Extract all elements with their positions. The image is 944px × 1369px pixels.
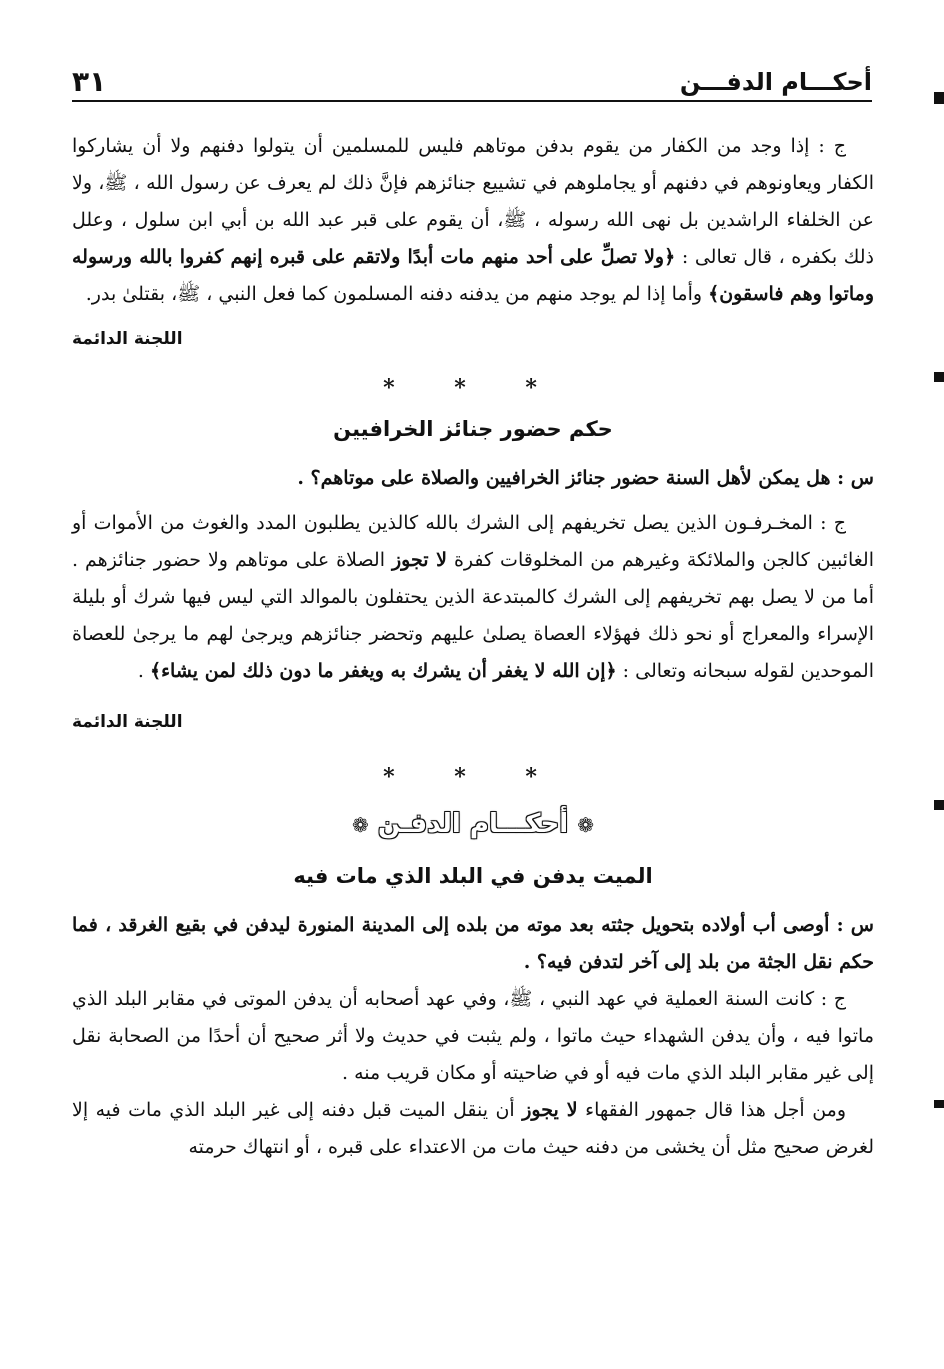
paragraph-text: ومن أجل هذا قال جمهور الفقهاء bbox=[585, 1099, 847, 1121]
answer-text-end: وأما إذا لم يوجد منهم من يدفنه دفنه المسلمون كما فعل النبي ، ﷺ، بقتلىٰ بدر. bbox=[85, 283, 709, 305]
answer-paragraph bbox=[72, 128, 874, 313]
page-body bbox=[72, 128, 874, 1166]
answer-text: ج : إذا وجد من الكفار من يقوم بدفن موتاهم فليس للمسلمين أن يتولوا دفنهم ولا أن يشاركوا الكفار ويعاونوهم في دفنهم أو يجاملوهم في تشييع جنائزهم فإنَّ ذلك لم يعرف عن رسول الله ، ﷺ، ولا عن الخلفاء الراشدين بل نهى الله رسوله ، ﷺ، أن يقوم على قبر عبد الله بن أبي ابن سلول ، وعلل ذلك بكفره ، قال تعالى : bbox=[72, 135, 875, 268]
chapter-title bbox=[72, 806, 874, 844]
chapter-title-text: أحكـــام الدفـن bbox=[377, 809, 569, 839]
section-heading: حكم حضور جنائز الخرافيين bbox=[333, 417, 613, 441]
ornament-icon: ❁ bbox=[577, 813, 594, 837]
question-paragraph: س : أوصى أب أولاده بتحويل جثته بعد موته من بلده إلى المدينة المنورة ليدفن في بقيع الغرقد ، فما حكم نقل الجثة من بلد إلى آخر لتدفن فيه؟ . bbox=[72, 914, 874, 973]
page-number: ٣١ bbox=[72, 65, 107, 98]
section-heading: الميت يدفن في البلد الذي مات فيه bbox=[293, 864, 653, 888]
quran-verse: ﴿ولا تصلِّ على أحد منهم مات أبدًا ولاتقم على قبره إنهم كفروا بالله ورسوله وماتوا وهم فاسقون﴾ bbox=[72, 246, 874, 305]
scan-edge-mark bbox=[934, 1100, 944, 1108]
answer-text-mid: الصلاة على موتاهم ولا حضور جنائزهم . أما من لا يصل بهم تخريفهم إلى الشرك كالمبتدعة الذين يحتفلون بالموالد التي ليس فيها شرك أو بليلة الإسراء والمعراج أو نحو ذلك فهؤلاء العصاة يصلىٰ عليهم وتحضر جنائزهم ويرجىٰ لهم ما يرجىٰ للعصاة الموحدين لقوله سبحانه وتعالى : bbox=[72, 549, 874, 682]
answer-text: ج : المخـرفـون الذين يصل تخريفهم إلى الشرك بالله كالذين يطلبون المدد والغوث من الأموات أو الغائبين كالجن والملائكة وغيرهم من المخلوقات كفرة bbox=[72, 512, 874, 571]
section-divider: * * * bbox=[383, 375, 563, 401]
answer-text-end: . bbox=[137, 660, 150, 682]
ornament-icon: ❁ bbox=[352, 813, 369, 837]
answer-paragraph: ج : كانت السنة العملية في عهد النبي ، ﷺ، وفي عهد أصحابه أن يدفن الموتى في مقابر البلد الذي ماتوا فيه ، وأن يدفن الشهداء حيث ماتوا ، ولم يثبت في حديث ولا أثر صحيح أن أحدًا من الصحابة نقل إلى غير مقابر البلد الذي مات فيه أو في ضاحيته أو مكان قريب منه . bbox=[72, 988, 874, 1084]
scan-edge-mark bbox=[934, 372, 944, 382]
page-header bbox=[72, 62, 872, 102]
answer-paragraph bbox=[72, 505, 874, 690]
question-paragraph: س : هل يمكن لأهل السنة حضور جنائز الخرافيين والصلاة على موتاهم؟ . bbox=[297, 467, 874, 489]
emphasis-text: لا تجوز bbox=[392, 549, 447, 571]
scan-edge-mark bbox=[934, 800, 944, 810]
section-divider: * * * bbox=[383, 764, 563, 790]
signature: اللجنة الدائمة bbox=[72, 329, 183, 349]
quran-verse: ﴿إن الله لا يغفر أن يشرك به ويغفر ما دون ذلك لمن يشاء﴾ bbox=[149, 660, 617, 682]
emphasis-text: لا يجوز bbox=[522, 1099, 578, 1121]
body-paragraph bbox=[72, 1092, 874, 1166]
running-title: أحكـــام الدفـــن bbox=[679, 68, 872, 96]
scan-edge-mark bbox=[934, 92, 944, 104]
signature: اللجنة الدائمة bbox=[72, 712, 183, 732]
paragraph-text-end: أن ينقل الميت قبل دفنه إلى غير البلد الذي مات فيه إلا لغرض صحيح مثل أن يخشى من دفنه حيث مات من الاعتداء على قبره ، أو انتهاك حرمته bbox=[72, 1099, 874, 1158]
